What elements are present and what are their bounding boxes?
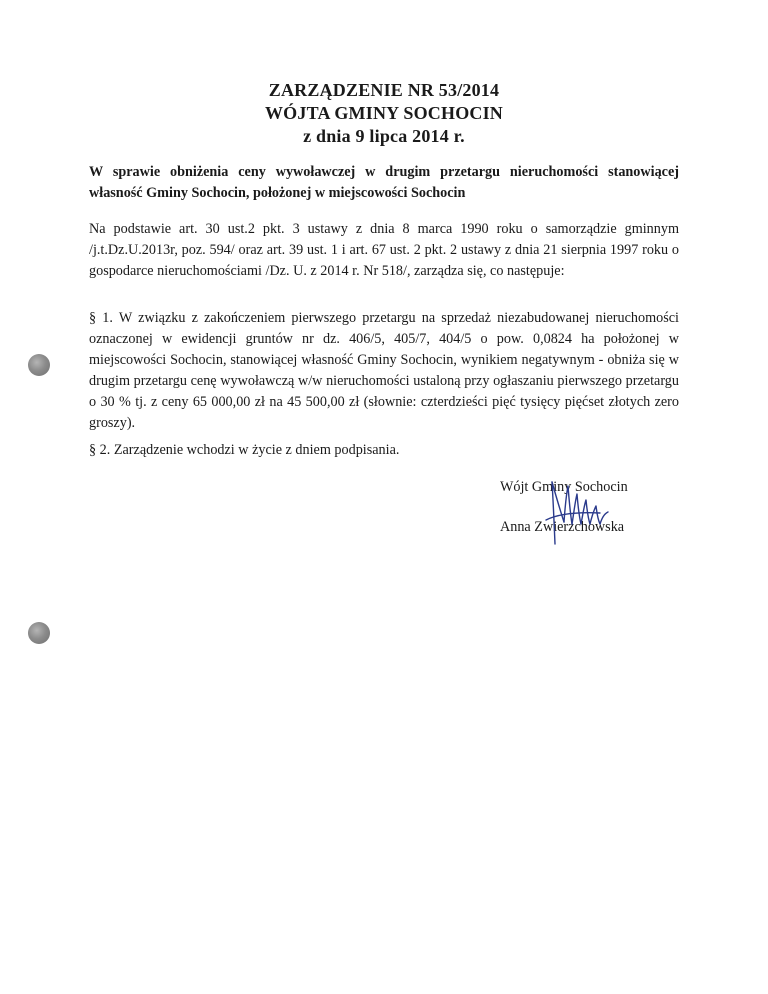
section-2-paragraph: § 2. Zarządzenie wchodzi w życie z dniem podpisania. <box>89 442 400 458</box>
punch-hole-bottom <box>28 622 50 644</box>
document-date: z dnia 9 lipca 2014 r. <box>303 126 465 146</box>
section-1-paragraph: § 1. W związku z zakończeniem pierwszego przetargu na sprzedaż niezabudowanej nieruchomości oznaczonej w ewidencji gruntów nr dz. 406/5, 405/7, 404/5 o pow. 0,0824 ha położonej w miejscowości Sochocin, stanowiącej własność Gminy Sochocin, wynikiem negatywnym - obniża się w drugim przetargu cenę wywoławczą w/w nieruchomości ustaloną przy ogłaszaniu pierwszego przetargu o 30 % tj. z ceny 65 000,00 zł na 45 500,00 zł (słownie: czterdzieści pięć tysięcy pięćset złotych zero groszy). <box>89 310 679 431</box>
signatory-title: Wójt Gminy Sochocin <box>500 479 628 495</box>
signatory-name: Anna Zwierzchowska <box>500 519 625 535</box>
legal-basis-paragraph: Na podstawie art. 30 ust.2 pkt. 3 ustawy z dnia 8 marca 1990 roku o samorządzie gminnym /j.t.Dz.U.2013r, poz. 594/ oraz art. 39 ust. 1 i art. 67 ust. 2 pkt. 2 ustawy z dnia 21 sierpnia 1997 roku o gospodarce nieruchomościami /Dz. U. z 2014 r. Nr 518/, zarządza się, co następuje: <box>89 221 679 279</box>
document-subject: W sprawie obniżenia ceny wywoławczej w drugim przetargu nieruchomości stanowiącej własność Gminy Sochocin, położonej w miejscowości Sochocin <box>89 164 679 201</box>
document-title: ZARZĄDZENIE NR 53/2014 <box>268 80 500 100</box>
punch-hole-top <box>28 354 50 376</box>
document-issuer: WÓJTA GMINY SOCHOCIN <box>264 103 504 123</box>
handwritten-signature-icon <box>538 468 628 548</box>
